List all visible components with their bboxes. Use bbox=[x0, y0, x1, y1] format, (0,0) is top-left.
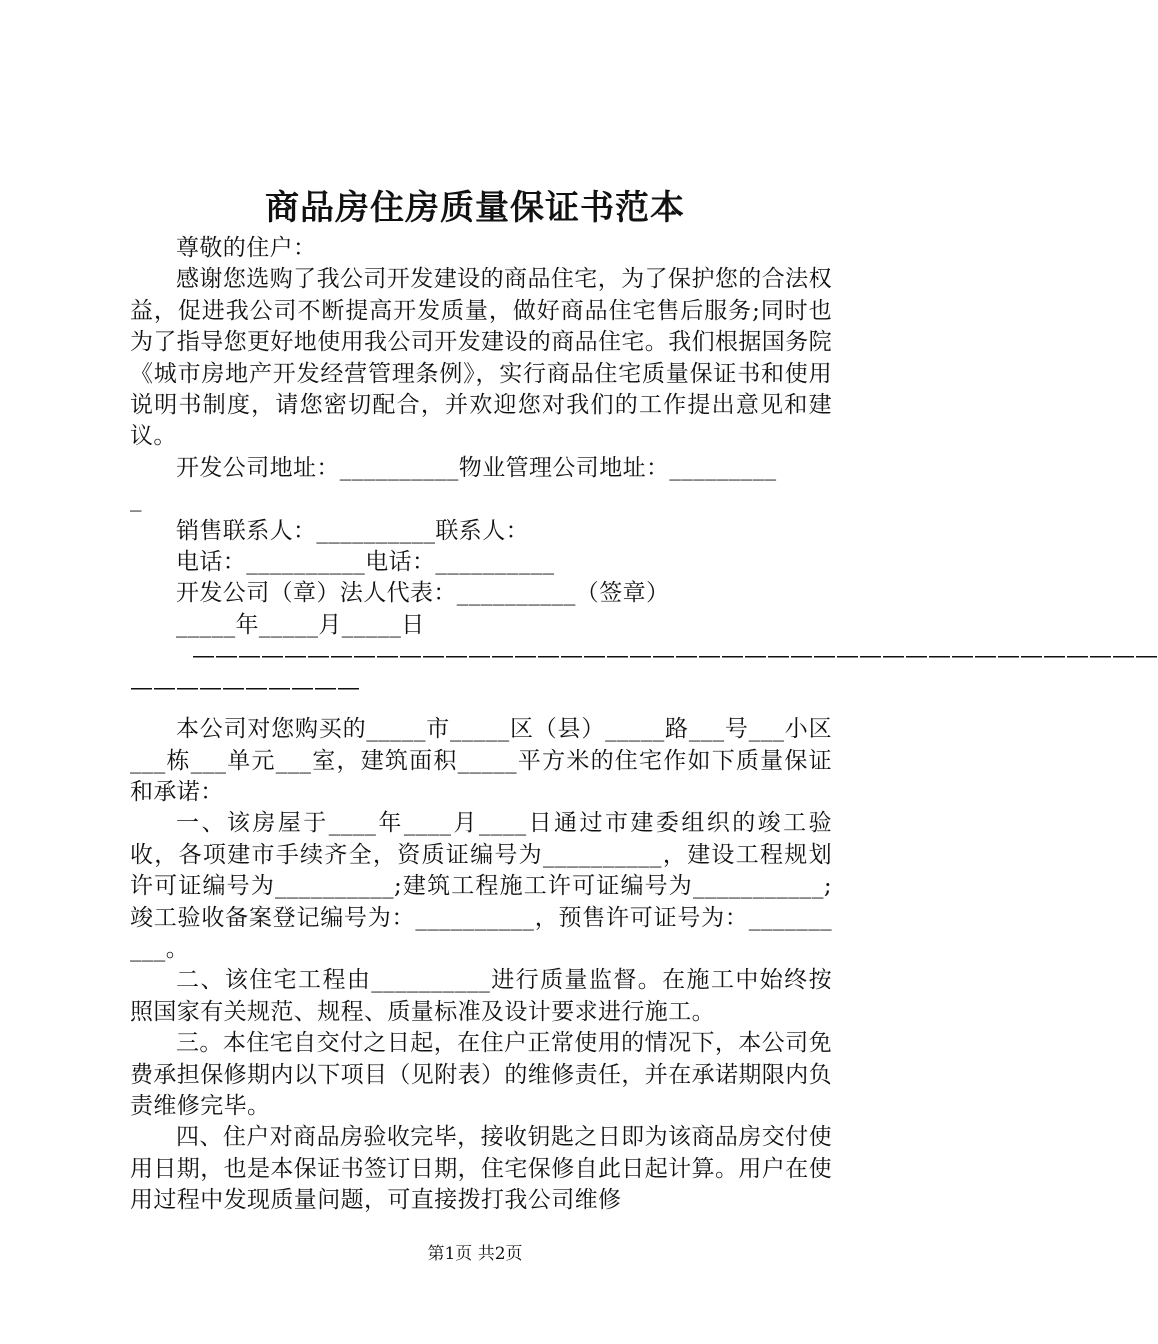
form-line-phone: 电话：__________电话：__________ bbox=[176, 549, 555, 576]
page-footer: 第1页 共2页 bbox=[427, 1244, 523, 1264]
separator-rule: —————————————————————————————————————————— bbox=[192, 643, 1158, 670]
form-line-sales-contact: 销售联系人：__________联系人： bbox=[176, 517, 529, 544]
item-4: 四、住户对商品房验收完毕，接收钥匙之日即为该商品房交付使用日期，也是本保证书签订日期，住宅保修自此日起计算。用户在使用过程中发现质量问题，可直接拨打我公司维修 bbox=[130, 1124, 832, 1214]
document-body bbox=[130, 233, 1158, 1217]
separator-rule-cont: —————————— bbox=[130, 674, 360, 701]
form-line-legal-rep: 开发公司（章）法人代表：__________（签章） bbox=[176, 580, 670, 607]
item-3: 三。本住宅自交付之日起，在住户正常使用的情况下，本公司免费承担保修期内以下项目（见附表）的维修责任，并在承诺期限内负责维修完毕。 bbox=[130, 1030, 832, 1119]
commitment-intro: 本公司对您购买的_____市_____区（县）_____路___号___小区___栋___单元___室，建筑面积_____平方米的住宅作如下质量保证和承诺： bbox=[130, 716, 832, 805]
form-line-date: _____年_____月_____日 bbox=[176, 611, 425, 638]
form-line-company-address: 开发公司地址：__________物业管理公司地址：_________ bbox=[176, 454, 777, 481]
item-1: 一、该房屋于____年____月____日通过市建委组织的竣工验收，各项建市手续齐全，资质证编号为__________，建设工程规划许可证编号为__________;建筑工程施工许可证编号为___________;竣工验收备案登记编号为：__________，预售许可证号为：__________。 bbox=[130, 810, 832, 962]
form-line-company-address-cont: _ bbox=[130, 486, 142, 513]
document-title: 商品房住房质量保证书范本 bbox=[265, 188, 685, 228]
item-2: 二、该住宅工程由__________进行质量监督。在施工中始终按照国家有关规范、规程、质量标准及设计要求进行施工。 bbox=[130, 967, 832, 1025]
salutation: 尊敬的住户： bbox=[176, 235, 317, 261]
intro-paragraph: 感谢您选购了我公司开发建设的商品住宅，为了保护您的合法权益，促进我公司不断提高开发质量，做好商品住宅售后服务;同时也为了指导您更好地使用我公司开发建设的商品住宅。我们根据国务院《城市房地产开发经营管理条例》，实行商品住宅质量保证书和使用说明书制度，请您密切配合，并欢迎您对我们的工作提出意见和建议。 bbox=[130, 266, 832, 450]
spacer bbox=[130, 704, 832, 714]
